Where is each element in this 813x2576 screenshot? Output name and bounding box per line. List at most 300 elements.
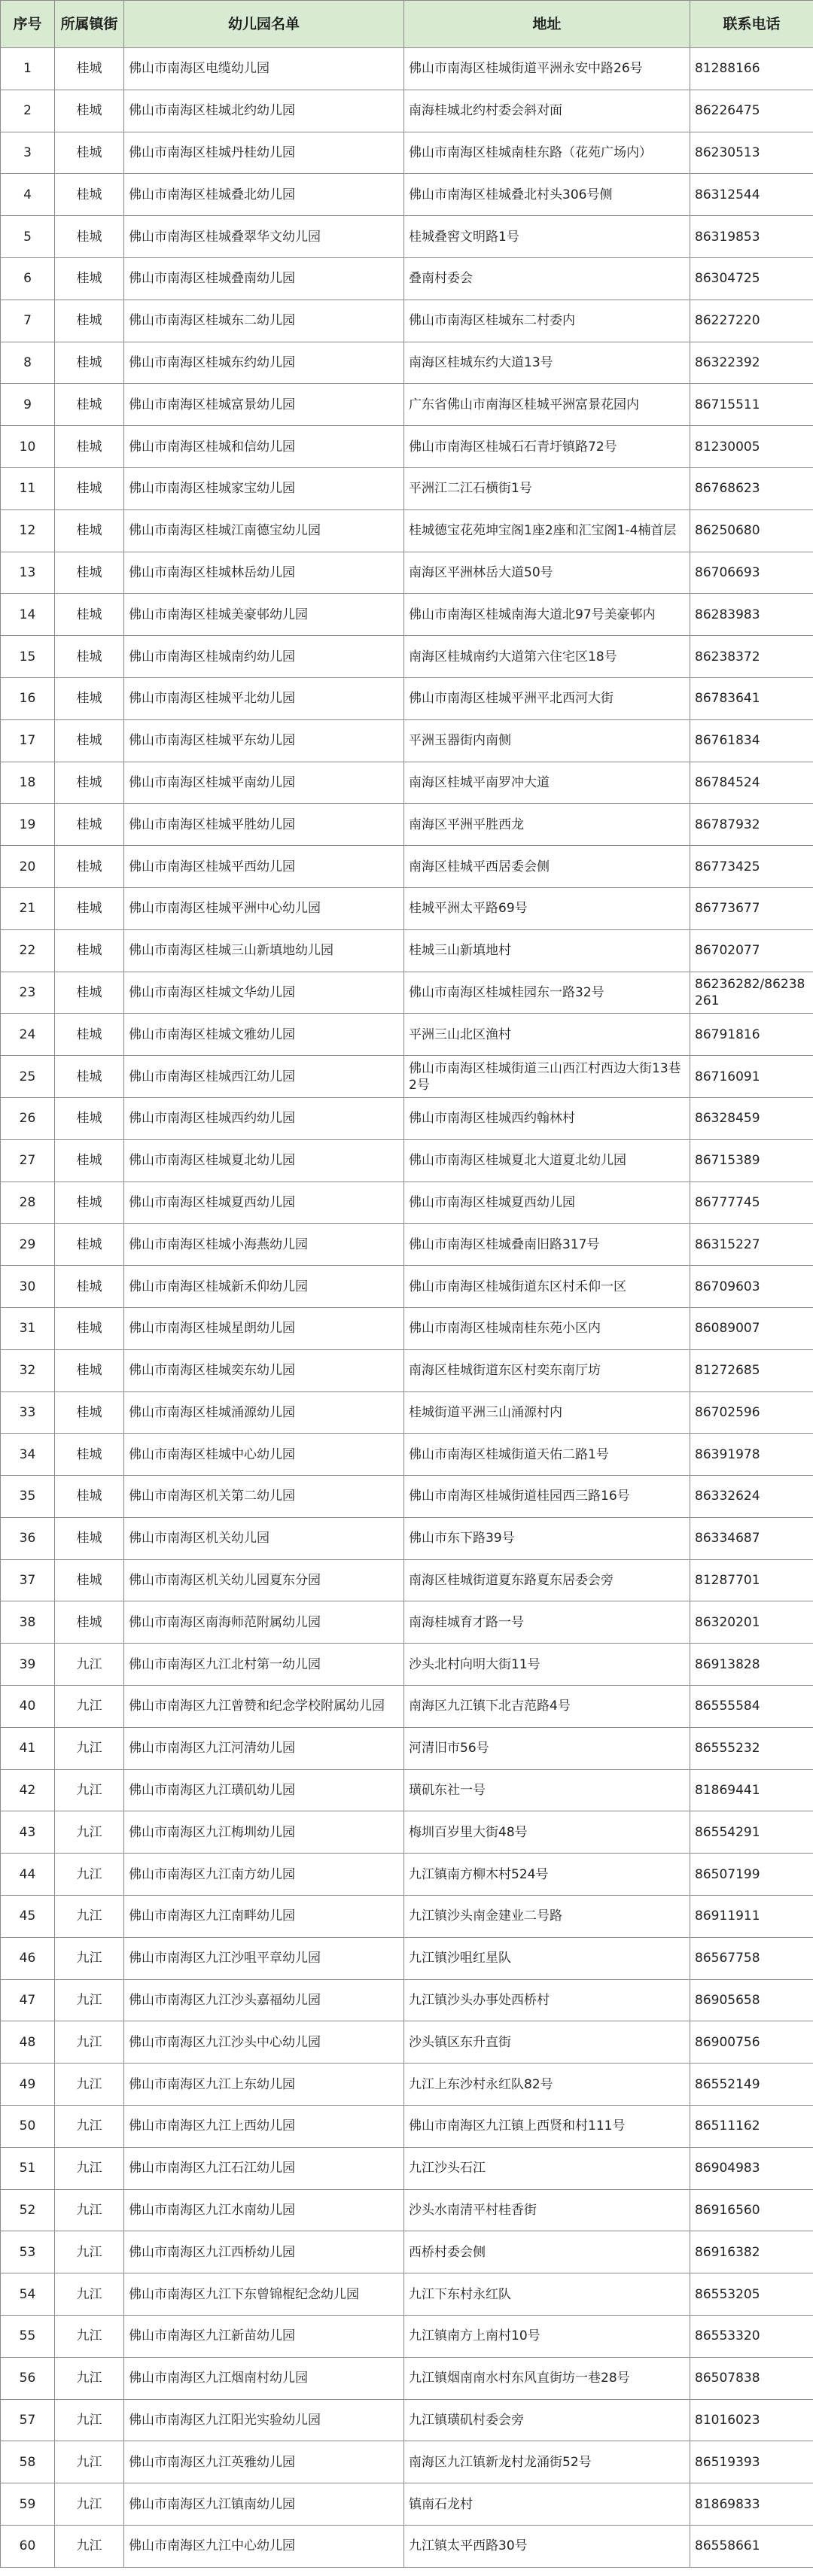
cell-phone: 86507199	[690, 1854, 813, 1896]
cell-phone: 86702077	[690, 929, 813, 972]
table-row	[1, 1769, 813, 1811]
cell-town: 桂城	[55, 174, 124, 216]
cell-no: 55	[1, 2316, 55, 2358]
cell-town: 九江	[55, 2064, 124, 2106]
table-row	[1, 1979, 813, 2021]
table-row	[1, 2147, 813, 2189]
cell-kindergarten-name: 佛山市南海区电缆幼儿园	[124, 48, 404, 90]
cell-kindergarten-name: 佛山市南海区桂城夏西幼儿园	[124, 1182, 404, 1224]
cell-phone: 86709603	[690, 1266, 813, 1308]
cell-no: 45	[1, 1896, 55, 1938]
table-row	[1, 762, 813, 804]
cell-phone: 86304725	[690, 257, 813, 300]
cell-phone: 86773425	[690, 846, 813, 888]
header-town: 所属镇街	[55, 1, 124, 48]
cell-address: 佛山市南海区桂城东二村委内	[404, 300, 690, 342]
cell-no: 52	[1, 2189, 55, 2231]
cell-kindergarten-name: 佛山市南海区桂城夏北幼儿园	[124, 1139, 404, 1182]
cell-no: 33	[1, 1391, 55, 1434]
cell-kindergarten-name: 佛山市南海区桂城西约幼儿园	[124, 1097, 404, 1139]
cell-address: 佛山市南海区桂城桂园东一路32号	[404, 972, 690, 1014]
cell-kindergarten-name: 佛山市南海区九江南畔幼儿园	[124, 1896, 404, 1938]
cell-no: 23	[1, 972, 55, 1014]
cell-phone: 81016023	[690, 2399, 813, 2441]
table-row	[1, 2399, 813, 2441]
cell-phone: 86784524	[690, 762, 813, 804]
cell-town: 九江	[55, 2021, 124, 2064]
cell-town: 桂城	[55, 1139, 124, 1182]
cell-no: 57	[1, 2399, 55, 2441]
cell-town: 桂城	[55, 929, 124, 972]
cell-kindergarten-name: 佛山市南海区桂城星朗幼儿园	[124, 1307, 404, 1349]
cell-town: 桂城	[55, 1476, 124, 1518]
table-row	[1, 509, 813, 552]
cell-no: 3	[1, 132, 55, 174]
cell-no: 26	[1, 1097, 55, 1139]
cell-address: 平洲玉器街内南侧	[404, 719, 690, 762]
cell-kindergarten-name: 佛山市南海区机关幼儿园	[124, 1517, 404, 1559]
cell-address: 南海区九江镇新龙村龙涌街52号	[404, 2441, 690, 2483]
table-row	[1, 677, 813, 719]
table-row	[1, 2526, 813, 2568]
cell-kindergarten-name: 佛山市南海区桂城丹桂幼儿园	[124, 132, 404, 174]
cell-kindergarten-name: 佛山市南海区桂城东二幼儿园	[124, 300, 404, 342]
cell-no: 18	[1, 762, 55, 804]
cell-address: 九江镇沙头办事处西桥村	[404, 1979, 690, 2021]
cell-address: 佛山市东下路39号	[404, 1517, 690, 1559]
cell-no: 14	[1, 594, 55, 636]
cell-no: 60	[1, 2526, 55, 2568]
cell-address: 佛山市南海区桂城街道东区村禾仰一区	[404, 1266, 690, 1308]
cell-no: 56	[1, 2357, 55, 2399]
cell-kindergarten-name: 佛山市南海区九江沙咀平章幼儿园	[124, 1937, 404, 1979]
cell-phone: 86553320	[690, 2316, 813, 2358]
cell-address: 桂城街道平洲三山涌源村内	[404, 1391, 690, 1434]
cell-phone: 86250680	[690, 509, 813, 552]
cell-address: 佛山市南海区桂城街道天佑二路1号	[404, 1434, 690, 1476]
cell-phone: 86900756	[690, 2021, 813, 2064]
cell-kindergarten-name: 佛山市南海区桂城和信幼儿园	[124, 426, 404, 468]
table-row	[1, 384, 813, 426]
table-row	[1, 48, 813, 90]
cell-address: 九江镇南方柳木村524号	[404, 1854, 690, 1896]
cell-no: 28	[1, 1182, 55, 1224]
table-row	[1, 1182, 813, 1224]
cell-phone: 86702596	[690, 1391, 813, 1434]
cell-phone: 86319853	[690, 216, 813, 258]
table-row	[1, 1686, 813, 1728]
cell-phone: 86238372	[690, 636, 813, 678]
cell-address: 佛山市南海区桂城街道三山西江村西边大街13巷2号	[404, 1056, 690, 1098]
cell-town: 桂城	[55, 1097, 124, 1139]
cell-town: 桂城	[55, 90, 124, 132]
table-row	[1, 1811, 813, 1854]
cell-kindergarten-name: 佛山市南海区桂城家宝幼儿园	[124, 467, 404, 509]
cell-address: 沙头镇区东升直街	[404, 2021, 690, 2064]
cell-town: 桂城	[55, 846, 124, 888]
cell-address: 佛山市南海区桂城南桂东路（花苑广场内）	[404, 132, 690, 174]
cell-no: 58	[1, 2441, 55, 2483]
cell-address: 南海区平洲林岳大道50号	[404, 552, 690, 594]
cell-phone: 81869833	[690, 2483, 813, 2526]
cell-phone: 86715389	[690, 1139, 813, 1182]
cell-address: 佛山市南海区桂城西约翰林村	[404, 1097, 690, 1139]
cell-town: 九江	[55, 1727, 124, 1769]
cell-town: 桂城	[55, 1182, 124, 1224]
cell-town: 九江	[55, 2189, 124, 2231]
table-row	[1, 1307, 813, 1349]
cell-town: 桂城	[55, 342, 124, 384]
cell-town: 桂城	[55, 132, 124, 174]
cell-phone: 81230005	[690, 426, 813, 468]
cell-kindergarten-name: 佛山市南海区桂城三山新填地幼儿园	[124, 929, 404, 972]
cell-town: 桂城	[55, 467, 124, 509]
header-phone: 联系电话	[690, 1, 813, 48]
cell-kindergarten-name: 佛山市南海区九江石江幼儿园	[124, 2147, 404, 2189]
cell-no: 16	[1, 677, 55, 719]
cell-phone: 86552149	[690, 2064, 813, 2106]
cell-no: 2	[1, 90, 55, 132]
cell-town: 桂城	[55, 636, 124, 678]
table-row	[1, 2064, 813, 2106]
cell-phone: 86315227	[690, 1224, 813, 1266]
table-header	[1, 1, 813, 48]
table-row	[1, 2273, 813, 2316]
cell-phone: 86706693	[690, 552, 813, 594]
cell-phone: 86507838	[690, 2357, 813, 2399]
table-row	[1, 1559, 813, 1601]
cell-town: 九江	[55, 2231, 124, 2273]
cell-no: 15	[1, 636, 55, 678]
table-row	[1, 2316, 813, 2358]
table-row	[1, 1266, 813, 1308]
cell-address: 佛山市南海区桂城南海大道北97号美豪邨内	[404, 594, 690, 636]
cell-no: 37	[1, 1559, 55, 1601]
table-row	[1, 1434, 813, 1476]
cell-address: 佛山市南海区桂城平洲平北西河大街	[404, 677, 690, 719]
cell-phone: 86787932	[690, 804, 813, 846]
cell-address: 梅圳百岁里大街48号	[404, 1811, 690, 1854]
cell-kindergarten-name: 佛山市南海区桂城林岳幼儿园	[124, 552, 404, 594]
cell-town: 九江	[55, 2357, 124, 2399]
cell-no: 25	[1, 1056, 55, 1098]
header-name: 幼儿园名单	[124, 1, 404, 48]
cell-kindergarten-name: 佛山市南海区机关第二幼儿园	[124, 1476, 404, 1518]
cell-town: 桂城	[55, 509, 124, 552]
cell-town: 桂城	[55, 1307, 124, 1349]
cell-town: 九江	[55, 1896, 124, 1938]
cell-no: 38	[1, 1601, 55, 1644]
table-row	[1, 342, 813, 384]
cell-kindergarten-name: 佛山市南海区桂城涌源幼儿园	[124, 1391, 404, 1434]
cell-kindergarten-name: 佛山市南海区桂城平西幼儿园	[124, 846, 404, 888]
cell-town: 桂城	[55, 1224, 124, 1266]
cell-address: 南海区桂城平西居委会侧	[404, 846, 690, 888]
cell-town: 桂城	[55, 1517, 124, 1559]
cell-phone: 86567758	[690, 1937, 813, 1979]
cell-address: 佛山市南海区九江镇上西贤和村111号	[404, 2106, 690, 2148]
table-row	[1, 552, 813, 594]
table-row	[1, 467, 813, 509]
cell-no: 35	[1, 1476, 55, 1518]
cell-kindergarten-name: 佛山市南海区桂城江南德宝幼儿园	[124, 509, 404, 552]
cell-no: 5	[1, 216, 55, 258]
cell-phone: 86236282/86238261	[690, 972, 813, 1014]
cell-no: 53	[1, 2231, 55, 2273]
cell-kindergarten-name: 佛山市南海区桂城南约幼儿园	[124, 636, 404, 678]
cell-phone: 86555232	[690, 1727, 813, 1769]
cell-kindergarten-name: 佛山市南海区桂城中心幼儿园	[124, 1434, 404, 1476]
table-row	[1, 1854, 813, 1896]
cell-no: 41	[1, 1727, 55, 1769]
cell-address: 平洲江二江石横街1号	[404, 467, 690, 509]
cell-kindergarten-name: 佛山市南海区九江镇南幼儿园	[124, 2483, 404, 2526]
cell-kindergarten-name: 佛山市南海区桂城文雅幼儿园	[124, 1014, 404, 1056]
cell-kindergarten-name: 佛山市南海区桂城平北幼儿园	[124, 677, 404, 719]
table-row	[1, 1391, 813, 1434]
cell-no: 47	[1, 1979, 55, 2021]
cell-address: 镇南石龙村	[404, 2483, 690, 2526]
cell-no: 24	[1, 1014, 55, 1056]
cell-no: 36	[1, 1517, 55, 1559]
cell-no: 13	[1, 552, 55, 594]
table-row	[1, 1097, 813, 1139]
cell-phone: 86761834	[690, 719, 813, 762]
cell-address: 南海桂城育才路一号	[404, 1601, 690, 1644]
cell-no: 29	[1, 1224, 55, 1266]
cell-address: 九江上东沙村永红队82号	[404, 2064, 690, 2106]
cell-town: 九江	[55, 1937, 124, 1979]
cell-no: 21	[1, 887, 55, 929]
table-row	[1, 1896, 813, 1938]
cell-phone: 81287701	[690, 1559, 813, 1601]
cell-town: 桂城	[55, 762, 124, 804]
cell-no: 54	[1, 2273, 55, 2316]
cell-address: 沙头北村向明大街11号	[404, 1644, 690, 1686]
cell-kindergarten-name: 佛山市南海区九江中心幼儿园	[124, 2526, 404, 2568]
cell-no: 49	[1, 2064, 55, 2106]
cell-phone: 81272685	[690, 1349, 813, 1391]
cell-kindergarten-name: 佛山市南海区桂城叠翠华文幼儿园	[124, 216, 404, 258]
cell-no: 48	[1, 2021, 55, 2064]
cell-kindergarten-name: 佛山市南海区九江河清幼儿园	[124, 1727, 404, 1769]
table-row	[1, 636, 813, 678]
cell-town: 桂城	[55, 257, 124, 300]
cell-town: 桂城	[55, 804, 124, 846]
cell-kindergarten-name: 佛山市南海区桂城美豪邨幼儿园	[124, 594, 404, 636]
table-row	[1, 257, 813, 300]
cell-no: 50	[1, 2106, 55, 2148]
cell-no: 11	[1, 467, 55, 509]
cell-no: 44	[1, 1854, 55, 1896]
cell-town: 桂城	[55, 1056, 124, 1098]
cell-town: 九江	[55, 2316, 124, 2358]
cell-phone: 86391978	[690, 1434, 813, 1476]
table-row	[1, 90, 813, 132]
cell-address: 南海区桂城街道夏东路夏东居委会旁	[404, 1559, 690, 1601]
table-row	[1, 1937, 813, 1979]
cell-no: 32	[1, 1349, 55, 1391]
cell-town: 桂城	[55, 1434, 124, 1476]
cell-kindergarten-name: 佛山市南海区桂城平南幼儿园	[124, 762, 404, 804]
cell-town: 九江	[55, 2441, 124, 2483]
cell-phone: 86716091	[690, 1056, 813, 1098]
cell-phone: 86332624	[690, 1476, 813, 1518]
cell-address: 沙头水南清平村桂香街	[404, 2189, 690, 2231]
cell-address: 南海区桂城东约大道13号	[404, 342, 690, 384]
cell-phone: 86715511	[690, 384, 813, 426]
cell-town: 九江	[55, 1811, 124, 1854]
cell-address: 广东省佛山市南海区桂城平洲富景花园内	[404, 384, 690, 426]
cell-address: 佛山市南海区桂城南桂东苑小区内	[404, 1307, 690, 1349]
cell-no: 12	[1, 509, 55, 552]
cell-kindergarten-name: 佛山市南海区九江下东曾锦棍纪念幼儿园	[124, 2273, 404, 2316]
cell-town: 九江	[55, 1769, 124, 1811]
cell-kindergarten-name: 佛山市南海区九江北村第一幼儿园	[124, 1644, 404, 1686]
cell-address: 佛山市南海区桂城石石青圩镇路72号	[404, 426, 690, 468]
cell-kindergarten-name: 佛山市南海区九江上东幼儿园	[124, 2064, 404, 2106]
cell-no: 19	[1, 804, 55, 846]
cell-no: 30	[1, 1266, 55, 1308]
table-row	[1, 846, 813, 888]
cell-town: 九江	[55, 1979, 124, 2021]
cell-address: 佛山市南海区桂城叠南旧路317号	[404, 1224, 690, 1266]
table-row	[1, 804, 813, 846]
cell-kindergarten-name: 佛山市南海区桂城平洲中心幼儿园	[124, 887, 404, 929]
cell-kindergarten-name: 佛山市南海区九江璜矶幼儿园	[124, 1769, 404, 1811]
cell-town: 桂城	[55, 1391, 124, 1434]
cell-kindergarten-name: 佛山市南海区桂城小海燕幼儿园	[124, 1224, 404, 1266]
cell-town: 桂城	[55, 1014, 124, 1056]
table-row	[1, 2357, 813, 2399]
cell-town: 桂城	[55, 216, 124, 258]
cell-town: 桂城	[55, 1349, 124, 1391]
cell-town: 桂城	[55, 426, 124, 468]
cell-kindergarten-name: 佛山市南海区桂城平东幼儿园	[124, 719, 404, 762]
cell-town: 九江	[55, 1854, 124, 1896]
cell-phone: 86905658	[690, 1979, 813, 2021]
cell-address: 九江镇烟南南水村东风直街坊一巷28号	[404, 2357, 690, 2399]
cell-no: 34	[1, 1434, 55, 1476]
cell-kindergarten-name: 佛山市南海区桂城叠南幼儿园	[124, 257, 404, 300]
cell-no: 27	[1, 1139, 55, 1182]
cell-town: 桂城	[55, 972, 124, 1014]
cell-address: 九江镇南方上南村10号	[404, 2316, 690, 2358]
cell-no: 8	[1, 342, 55, 384]
cell-address: 九江镇太平西路30号	[404, 2526, 690, 2568]
cell-kindergarten-name: 佛山市南海区九江新苗幼儿园	[124, 2316, 404, 2358]
cell-address: 平洲三山北区渔村	[404, 1014, 690, 1056]
cell-kindergarten-name: 佛山市南海区九江西桥幼儿园	[124, 2231, 404, 2273]
cell-town: 桂城	[55, 677, 124, 719]
cell-town: 桂城	[55, 552, 124, 594]
cell-address: 佛山市南海区桂城街道桂园西三路16号	[404, 1476, 690, 1518]
table-row	[1, 1644, 813, 1686]
cell-town: 九江	[55, 1686, 124, 1728]
cell-kindergarten-name: 佛山市南海区桂城东约幼儿园	[124, 342, 404, 384]
table-body	[1, 48, 813, 2568]
cell-address: 璜矶东社一号	[404, 1769, 690, 1811]
cell-kindergarten-name: 佛山市南海区桂城平胜幼儿园	[124, 804, 404, 846]
table-row	[1, 972, 813, 1014]
cell-phone: 86904983	[690, 2147, 813, 2189]
cell-address: 九江镇沙咀红星队	[404, 1937, 690, 1979]
cell-no: 51	[1, 2147, 55, 2189]
cell-kindergarten-name: 佛山市南海区九江曾赞和纪念学校附属幼儿园	[124, 1686, 404, 1728]
cell-address: 南海区桂城街道东区村奕东南厅坊	[404, 1349, 690, 1391]
table-row	[1, 1014, 813, 1056]
cell-town: 九江	[55, 2147, 124, 2189]
cell-phone: 86226475	[690, 90, 813, 132]
table-row	[1, 1056, 813, 1098]
cell-phone: 86312544	[690, 174, 813, 216]
cell-town: 桂城	[55, 887, 124, 929]
cell-kindergarten-name: 佛山市南海区桂城文华幼儿园	[124, 972, 404, 1014]
cell-phone: 86791816	[690, 1014, 813, 1056]
cell-kindergarten-name: 佛山市南海区九江阳光实验幼儿园	[124, 2399, 404, 2441]
table-row	[1, 132, 813, 174]
cell-kindergarten-name: 佛山市南海区桂城富景幼儿园	[124, 384, 404, 426]
header-no: 序号	[1, 1, 55, 48]
cell-no: 6	[1, 257, 55, 300]
cell-phone: 86773677	[690, 887, 813, 929]
cell-phone: 86519393	[690, 2441, 813, 2483]
cell-address: 南海区平洲平胜西龙	[404, 804, 690, 846]
cell-no: 22	[1, 929, 55, 972]
cell-phone: 81288166	[690, 48, 813, 90]
cell-town: 桂城	[55, 300, 124, 342]
cell-address: 桂城三山新填地村	[404, 929, 690, 972]
cell-address: 叠南村委会	[404, 257, 690, 300]
cell-no: 1	[1, 48, 55, 90]
cell-town: 桂城	[55, 594, 124, 636]
table-row	[1, 929, 813, 972]
header-row	[1, 1, 813, 48]
cell-phone: 86283983	[690, 594, 813, 636]
cell-phone: 86783641	[690, 677, 813, 719]
table-row	[1, 2441, 813, 2483]
table-row	[1, 887, 813, 929]
table-row	[1, 1476, 813, 1518]
cell-address: 南海区桂城南约大道第六住宅区18号	[404, 636, 690, 678]
cell-address: 九江镇沙头南金建业二号路	[404, 1896, 690, 1938]
table-row	[1, 2106, 813, 2148]
cell-no: 10	[1, 426, 55, 468]
cell-phone: 86322392	[690, 342, 813, 384]
cell-no: 46	[1, 1937, 55, 1979]
table-row	[1, 719, 813, 762]
cell-phone: 86554291	[690, 1811, 813, 1854]
table-row	[1, 1139, 813, 1182]
cell-town: 桂城	[55, 48, 124, 90]
cell-kindergarten-name: 佛山市南海区桂城北约幼儿园	[124, 90, 404, 132]
cell-no: 4	[1, 174, 55, 216]
cell-no: 39	[1, 1644, 55, 1686]
cell-address: 佛山市南海区桂城夏北大道夏北幼儿园	[404, 1139, 690, 1182]
cell-address: 九江镇璜矶村委会旁	[404, 2399, 690, 2441]
table-row	[1, 174, 813, 216]
cell-phone: 86916382	[690, 2231, 813, 2273]
cell-kindergarten-name: 佛山市南海区九江梅圳幼儿园	[124, 1811, 404, 1854]
cell-address: 南海区九江镇下北吉范路4号	[404, 1686, 690, 1728]
cell-phone: 86768623	[690, 467, 813, 509]
cell-address: 南海桂城北约村委会斜对面	[404, 90, 690, 132]
cell-address: 佛山市南海区桂城夏西幼儿园	[404, 1182, 690, 1224]
cell-phone: 86227220	[690, 300, 813, 342]
cell-town: 桂城	[55, 1266, 124, 1308]
cell-kindergarten-name: 佛山市南海区桂城新禾仰幼儿园	[124, 1266, 404, 1308]
cell-kindergarten-name: 佛山市南海区桂城叠北幼儿园	[124, 174, 404, 216]
